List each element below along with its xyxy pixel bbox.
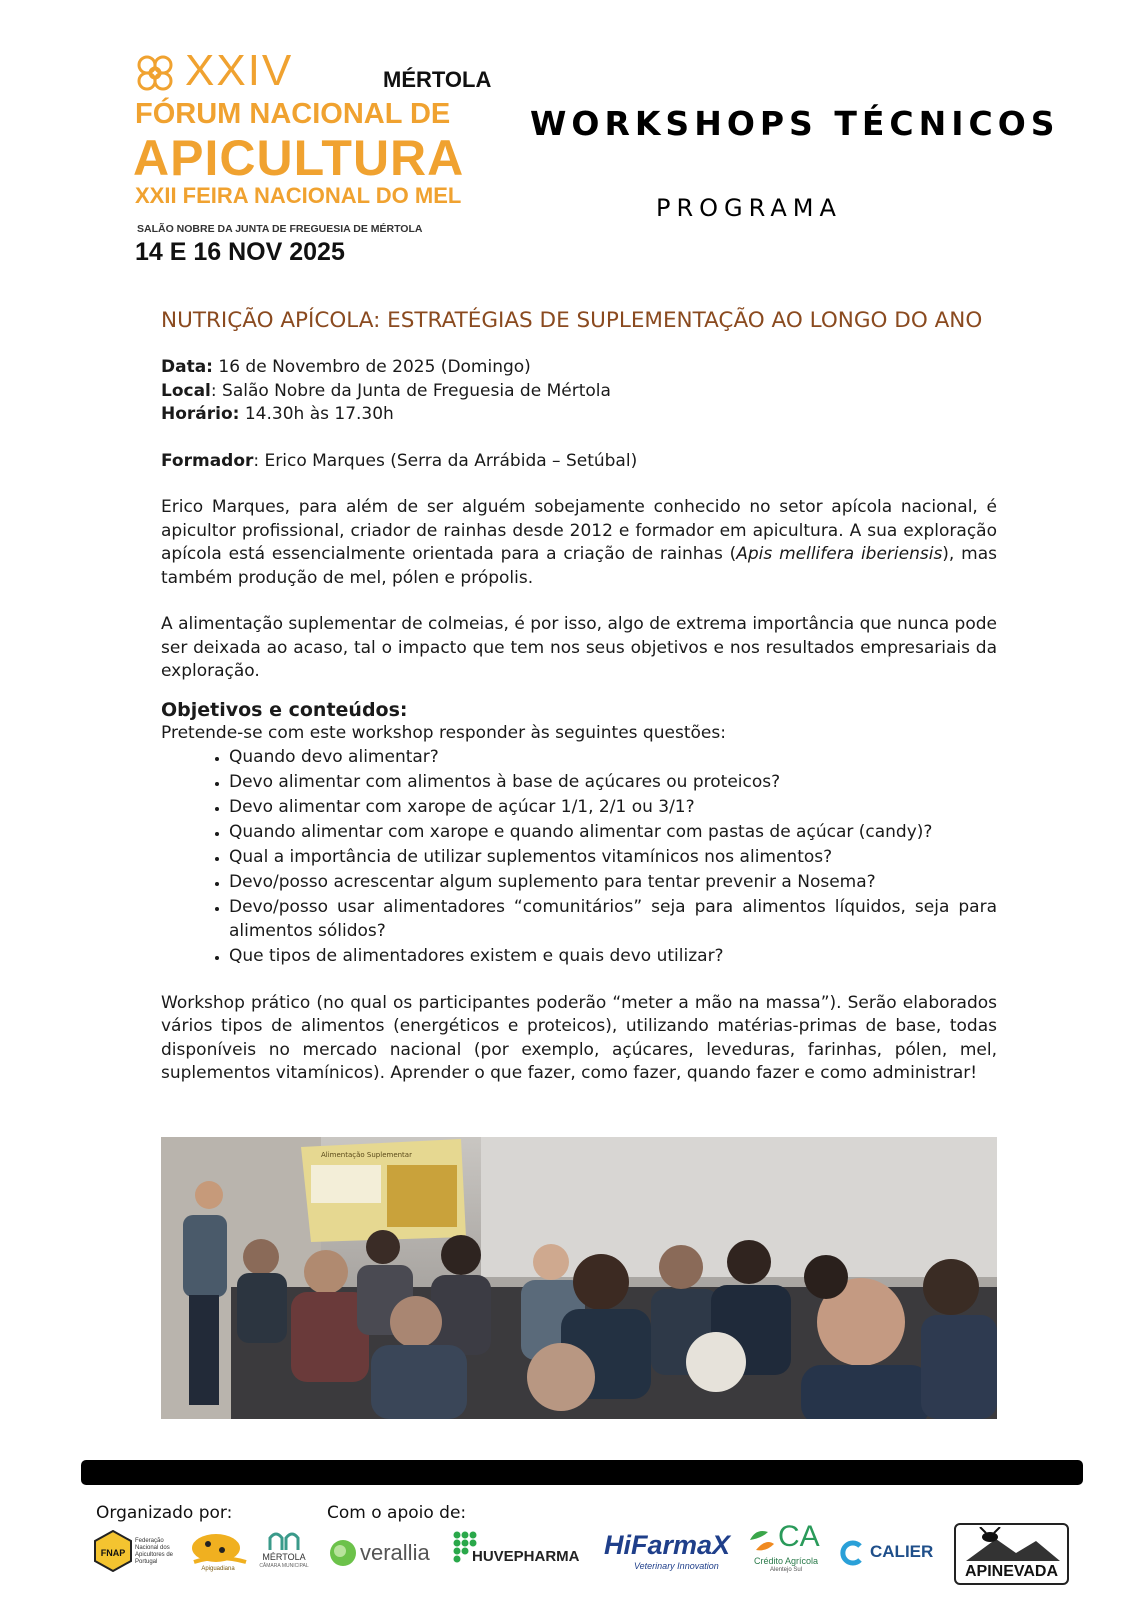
list-item: • Que tipos de alimentadores existem e quais devo utilizar? — [229, 945, 997, 969]
location-line — [161, 380, 997, 404]
workshop-photo — [161, 1137, 997, 1419]
hifarmax-text: HiFarmaX — [604, 1530, 731, 1560]
list-item: • Devo/posso acrescentar algum suplemento para tentar prevenir a Nosema? — [229, 871, 997, 895]
ca-line1: Crédito Agrícola — [754, 1556, 819, 1566]
trainer-value: : Erico Marques (Serra da Arrábida – Setúbal) — [253, 450, 638, 471]
objectives-title: Objetivos e conteúdos: — [161, 698, 408, 721]
audience-illustration — [161, 1137, 997, 1419]
castle-icon — [256, 1528, 312, 1552]
mertola-logo — [256, 1528, 312, 1574]
apinevada-logo — [954, 1523, 1069, 1585]
practical-paragraph: Workshop prático (no qual os participantes poderão “meter a mão na massa”). Serão elaborados vários tipos de alimentos (energéticos e proteicos), utilizando matérias-primas de base, todas disponíveis no mercado nacional (por exemplo, açúcares, leveduras, farinhas, pólen, mel, suplementos vitamínicos). Aprender o que fazer, como fazer, quando fazer e como administrar! — [161, 992, 997, 1083]
mountain-bee-icon — [956, 1527, 1067, 1563]
calier-logo — [840, 1538, 944, 1568]
trainer-bio — [161, 496, 997, 590]
logo-venue: SALÃO NOBRE DA JUNTA DE FREGUESIA DE MÉRTOLA — [137, 223, 423, 235]
list-item: • Qual a importância de utilizar suplementos vitamínicos nos alimentos? — [229, 846, 997, 870]
bio-text-1: Erico Marques, para além de ser alguém sobejamente conhecido no setor apícola nacional, é apicultor profissional, criador de rainhas desde 2012 e formador em apicultura. A sua exploração apícola está essencialmente orientada para a criação de rainhas ( — [161, 497, 997, 564]
support-label: Com o apoio de: — [327, 1503, 467, 1523]
date-label: Data: — [161, 357, 213, 377]
ca-text: CA — [778, 1520, 820, 1553]
mertola-name: MÉRTOLA — [262, 1552, 306, 1562]
list-item: • Quando devo alimentar? — [229, 746, 997, 770]
logo-dates: 14 E 16 NOV 2025 — [135, 238, 345, 266]
logo-apicultura: APICULTURA — [133, 130, 465, 186]
projection-slide — [301, 1139, 466, 1242]
huvepharma-text: HUVEPHARMA — [472, 1548, 580, 1565]
location-value: : Salão Nobre da Junta de Freguesia de Mértola — [210, 380, 611, 401]
list-item: • Devo alimentar com xarope de açúcar 1/1, 2/1 ou 3/1? — [229, 796, 997, 820]
credito-agricola-logo — [748, 1520, 830, 1576]
logo-edition: XXIV — [185, 46, 294, 95]
calier-c-icon — [840, 1540, 866, 1566]
list-item: • Quando alimentar com xarope e quando alimentar com pastas de açúcar (candy)? — [229, 821, 997, 845]
bio-species: Apis mellifera iberiensis — [736, 544, 943, 564]
leaf-icon — [748, 1528, 776, 1552]
time-line — [161, 403, 997, 427]
mertola-sub: CÂMARA MUNICIPAL — [259, 1563, 309, 1569]
apiguadiana-text: Apiguadiana — [201, 1566, 235, 1572]
page-title: WORKSHOPS TÉCNICOS — [530, 104, 1060, 143]
questions-list — [161, 746, 997, 968]
apinevada-text: APINEVADA — [964, 1563, 1059, 1580]
logo-forum-line: FÓRUM NACIONAL DE — [135, 98, 451, 130]
list-item: • Devo/posso usar alimentadores “comunitários” seja para alimentos líquidos, seja para alimentos sólidos? — [229, 896, 997, 943]
feeding-paragraph: A alimentação suplementar de colmeias, é por isso, algo de extrema importância que nunca pode ser deixada ao acaso, tal o impacto que tem nos seus objetivos e nos resultados empresariais da exploração. — [161, 614, 997, 681]
calier-text: CALIER — [870, 1542, 934, 1561]
hifarmax-logo — [604, 1530, 734, 1574]
fnap-logo — [93, 1530, 179, 1574]
ca-line2: Alentejo Sul — [770, 1567, 803, 1573]
bee-icon — [190, 1532, 248, 1572]
page-subtitle: PROGRAMA — [656, 194, 842, 222]
location-label: Local — [161, 380, 211, 401]
hifarmax-tagline: Veterinary Innovation — [634, 1561, 719, 1571]
date-line — [161, 356, 997, 380]
workshop-content — [161, 308, 997, 1086]
verallia-drop-icon — [328, 1538, 358, 1568]
apiguadiana-logo — [190, 1532, 248, 1572]
bio-text-2: ), mas também produção de mel, pólen e própolis. — [161, 544, 997, 588]
objectives-intro: Pretende-se com este workshop responder às seguintes questões: — [161, 722, 726, 743]
fnap-fullname: Federação Nacional dos Apicultores de Portugal — [135, 1538, 174, 1565]
logo-feira-line: XXII FEIRA NACIONAL DO MEL — [135, 183, 462, 208]
fnap-text: FNAP — [100, 1548, 126, 1558]
slide-title: Alimentação Suplementar — [321, 1151, 412, 1159]
verallia-logo — [328, 1538, 434, 1570]
event-logo — [133, 45, 513, 275]
trainer-label: Formador — [161, 450, 254, 471]
flower-icon — [133, 53, 177, 93]
time-value: 14.30h às 17.30h — [239, 404, 394, 424]
verallia-text: verallia — [360, 1540, 430, 1565]
trainer-line — [161, 450, 997, 474]
workshop-heading: NUTRIÇÃO APÍCOLA: ESTRATÉGIAS DE SUPLEMENTAÇÃO AO LONGO DO ANO — [161, 308, 983, 333]
fnap-hexagon-icon — [93, 1530, 133, 1572]
footer-divider — [81, 1460, 1083, 1485]
time-label: Horário: — [161, 404, 240, 424]
organized-by-label: Organizado por: — [96, 1503, 233, 1523]
date-value: 16 de Novembro de 2025 (Domingo) — [212, 357, 531, 377]
list-item: • Devo alimentar com alimentos à base de açúcares ou proteicos? — [229, 771, 997, 795]
huvepharma-logo — [452, 1530, 582, 1572]
logo-city: MÉRTOLA — [383, 67, 492, 92]
